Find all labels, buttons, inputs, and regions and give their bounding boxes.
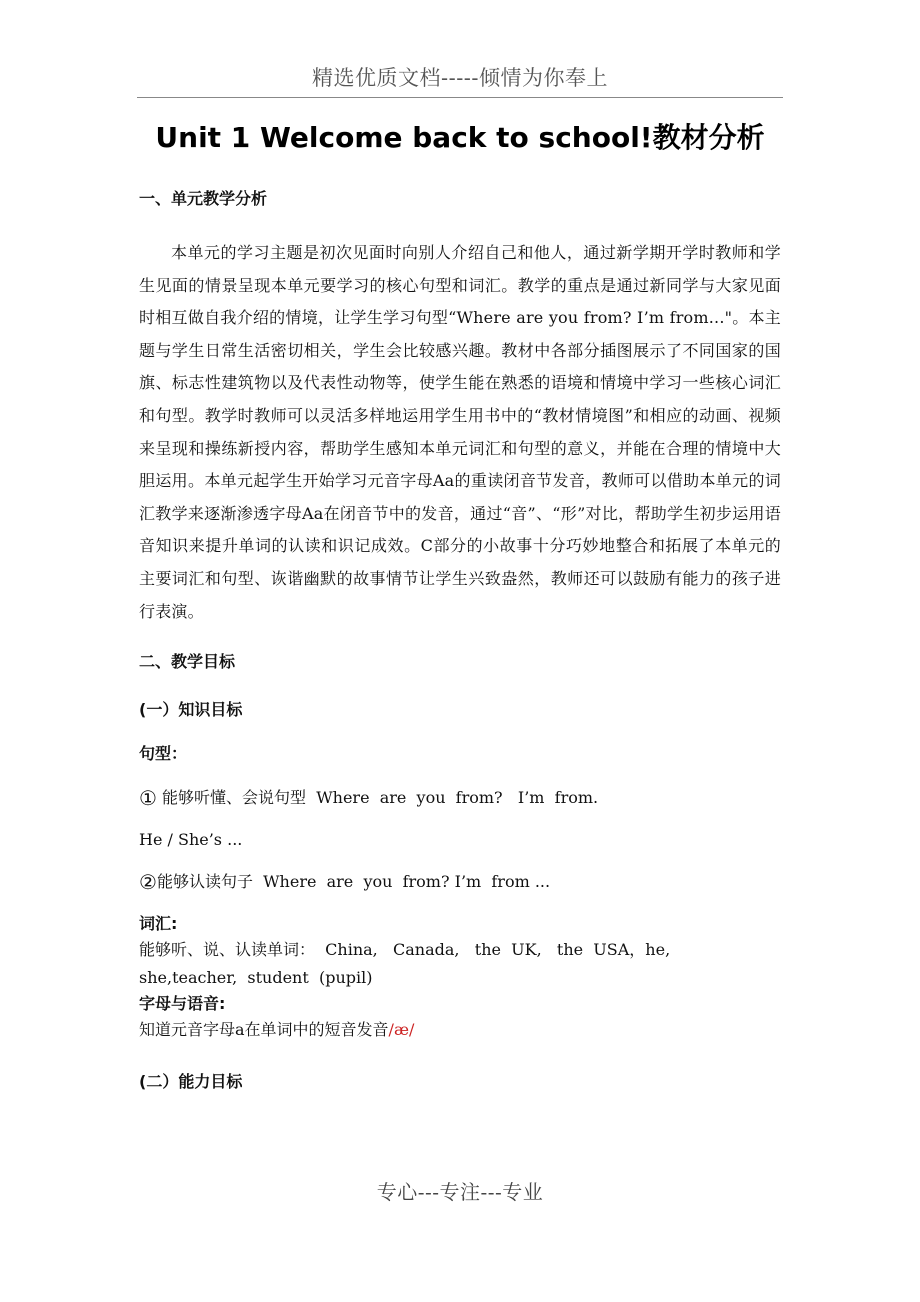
phonics-line xyxy=(139,1016,781,1044)
unit-analysis-paragraph: 本单元的学习主题是初次见面时向别人介绍自己和他人，通过新学期开学时教师和学生见面的情景呈现本单元要学习的核心句型和词汇。教学的重点是通过新同学与大家见面时相互做自我介绍的情境，让学生学习句型“Where are you from? I’m from..."。本主题与学生日常生活密切相关，学生会比较感兴趣。教材中各部分插图展示了不同国家的国旗、标志性建筑物以及代表性动物等，使学生能在熟悉的语境和情境中学习一些核心词汇和句型。教学时教师可以灵活多样地运用学生用书中的“教材情境图”和相应的动画、视频来呈现和操练新授内容，帮助学生感知本单元词汇和句型的意义，并能在合理的情境中大胆运用。本单元起学生开始学习元音字母Aa的重读闭音节发音，教师可以借助本单元的词汇教学来逐渐渗透字母Aa在闭音节中的发音，通过“音”、“形”对比，帮助学生初步运用语音知识来提升单词的认读和识记成效。C部分的小故事十分巧妙地整合和拓展了本单元的主要词汇和句型、诙谐幽默的故事情节让学生兴致盎然，教师还可以鼓励有能力的孩子进行表演。 xyxy=(139,243,781,621)
vocabulary-label: 词汇: xyxy=(139,914,178,934)
vocabulary-line-2-text: she,teacher, student (pupil) xyxy=(139,968,373,988)
vocabulary-line-2 xyxy=(139,964,781,992)
subsection-heading-ability-goals: (二）能力目标 xyxy=(139,1072,243,1092)
document-title: Unit 1 Welcome back to school!教材分析 xyxy=(155,121,765,154)
subsection-heading-knowledge-goals: (一）知识目标 xyxy=(139,700,243,720)
phonics-text: 知道元音字母a在单词中的短音发音 xyxy=(139,1020,389,1040)
goal-item-1-continuation: He / She’s ... xyxy=(139,830,243,850)
page-header: 精选优质文档-----倾情为你奉上 xyxy=(312,66,608,90)
section-heading-teaching-goals: 二、教学目标 xyxy=(139,652,236,672)
phonics-symbol: /æ/ xyxy=(388,1020,415,1040)
vocabulary-line-1 xyxy=(139,936,781,964)
goal-item-1 xyxy=(139,784,781,812)
page-footer: 专心---专注---专业 xyxy=(376,1180,544,1204)
item-marker-1: ① xyxy=(139,786,157,811)
header-divider xyxy=(137,97,783,98)
phonics-label: 字母与语音: xyxy=(139,994,226,1014)
section-heading-unit-analysis: 一、单元教学分析 xyxy=(139,189,268,208)
goal-item-1-text: 能够听懂、会说句型 Where are you from? I’m from. xyxy=(156,788,599,808)
vocabulary-line-1-text: 能够听、说、认读单词： China, Canada, the UK, the USA，he, xyxy=(139,940,671,960)
sentence-pattern-label: 句型： xyxy=(139,744,188,764)
goal-item-2 xyxy=(139,868,781,896)
document-body xyxy=(139,185,781,1096)
item-marker-2: ② xyxy=(139,870,157,895)
goal-item-2-text: 能够认读句子 Where are you from? I’m from ... xyxy=(156,872,551,892)
